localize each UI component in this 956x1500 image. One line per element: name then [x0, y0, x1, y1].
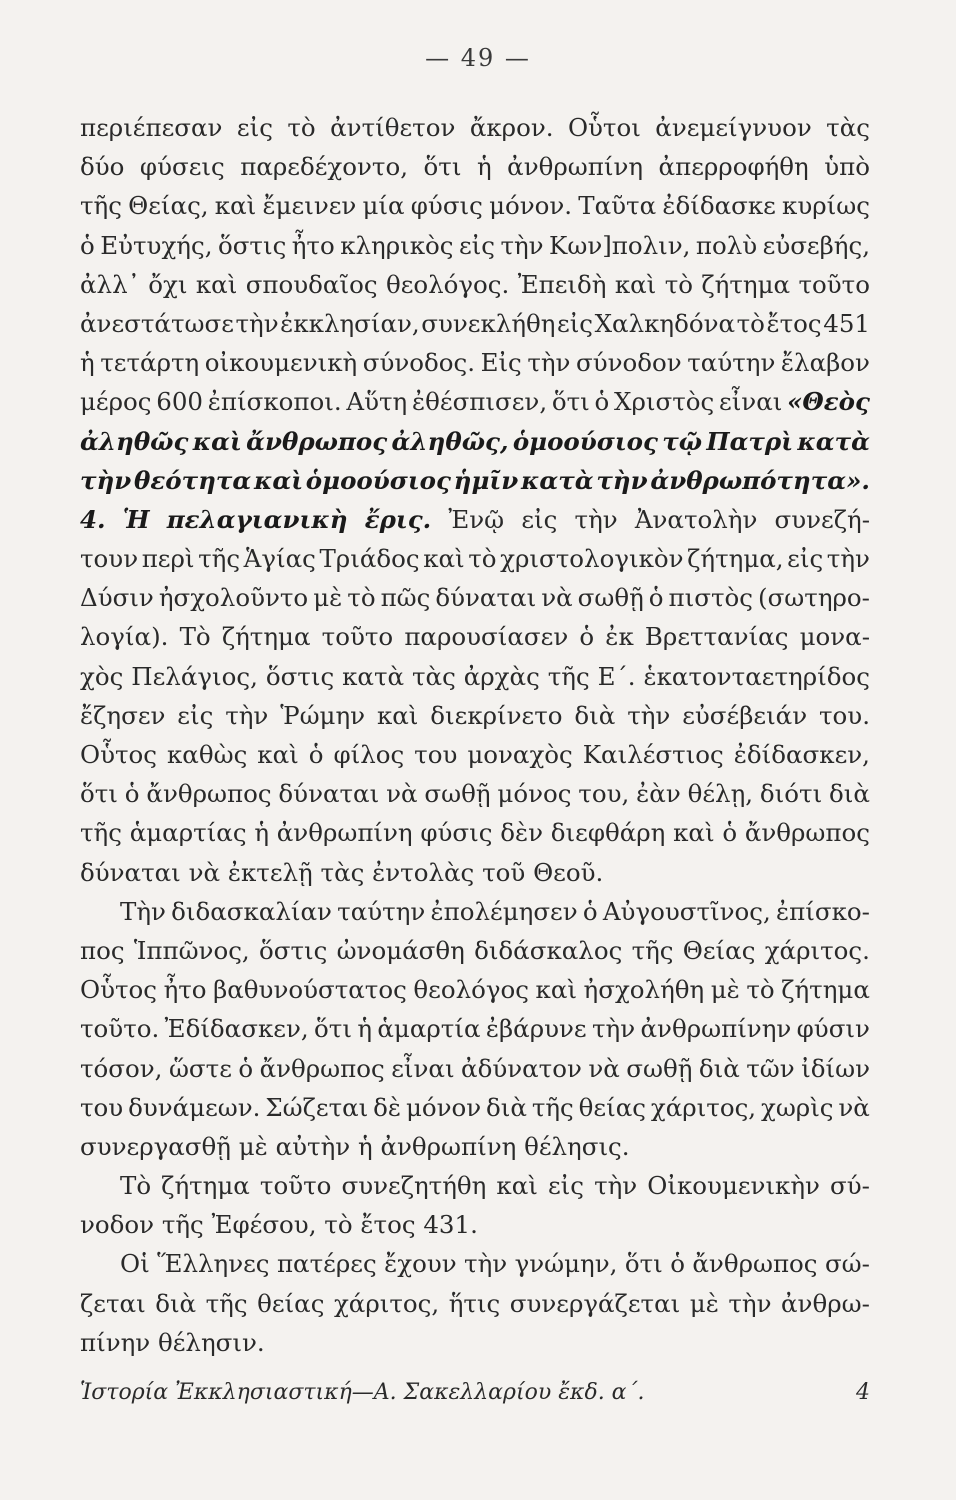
text-line: 4. Ἡ πελαγιανικὴ ἔρις. Ἐνῷ εἰς τὴν Ἀνατολὴν συνεζή-: [80, 504, 870, 534]
text-line: τὴν θεότητα καὶ ὁμοούσιος ἡμῖν κατὰ τὴν ἀνθρωπότητα».: [80, 465, 870, 495]
text-line: Οὗτος καθὼς καὶ ὁ φίλος του μοναχὸς Καιλέστιος ἐδίδασκεν,: [80, 740, 870, 769]
text-line: Τὸ ζήτημα τοῦτο συνεζητήθη καὶ εἰς τὴν Οἰκουμενικὴν σύ-: [120, 1171, 870, 1201]
text-line: τῆς ἁμαρτίας ἡ ἀνθρωπίνη φύσις δὲν διεφθάρη καὶ ὁ ἄνθρωπος: [80, 818, 870, 848]
text-line: συνεργασθῇ μὲ αὐτὴν ἡ ἀνθρωπίνη θέλησις.: [80, 1131, 630, 1161]
text-line: ὅτι ὁ ἄνθρωπος δύναται νὰ σωθῇ μόνος του, ἐὰν θέλῃ, διότι διὰ: [80, 779, 870, 809]
text-line: Οὗτος ἦτο βαθυνούστατος θεολόγος καὶ ἠσχολήθη μὲ τὸ ζήτημα: [80, 975, 870, 1005]
text-line: ζεται διὰ τῆς θείας χάριτος, ἥτις συνεργάζεται μὲ τὴν ἀνθρω-: [80, 1288, 870, 1318]
footer-signature-number: 4: [856, 1380, 870, 1405]
text-line: νοδον τῆς Ἐφέσου, τὸ ἔτος 431.: [80, 1210, 478, 1240]
body-text: [80, 108, 870, 1362]
text-line: ἡ τετάρτη οἰκουμενικὴ σύνοδος. Εἰς τὴν σύνοδον ταύτην ἔλαβον: [80, 348, 870, 378]
text-line: πος Ἱππῶνος, ὅστις ὠνομάσθη διδάσκαλος τῆς Θείας χάριτος.: [80, 935, 870, 965]
text-line: του δυνάμεων. Σώζεται δὲ μόνον διὰ τῆς θείας χάριτος, χωρὶς νὰ: [80, 1092, 870, 1122]
page-footer: [80, 1380, 870, 1405]
text-line: Οἱ Ἕλληνες πατέρες ἔχουν τὴν γνώμην, ὅτι ὁ ἄνθρωπος σώ-: [120, 1249, 870, 1279]
text-line: τῆς Θείας, καὶ ἔμεινεν μία φύσις μόνον. Ταῦτα ἐδίδασκε κυρίως: [80, 191, 870, 221]
text-line: ἀνεστάτωσε τὴν ἐκκλησίαν, συνεκλήθη εἰς Χαλκηδόνα τὸ ἔτος 451: [80, 308, 870, 338]
text-line: περιέπεσαν εἰς τὸ ἀντίθετον ἄκρον. Οὗτοι ἀνεμείγνυον τὰς: [80, 113, 870, 142]
page-number: — 49 —: [425, 44, 531, 72]
text-line: Τὴν διδασκαλίαν ταύτην ἐπολέμησεν ὁ Αὐγουστῖνος, ἐπίσκο-: [120, 896, 870, 926]
text-line: ἀληθῶς καὶ ἄνθρωπος ἀληθῶς, ὁμοούσιος τῷ Πατρὶ κατὰ: [80, 426, 870, 456]
text-line: τόσον, ὥστε ὁ ἄνθρωπος εἶναι ἀδύνατον νὰ σωθῇ διὰ τῶν ἰδίων: [80, 1053, 870, 1083]
text-line: τοῦτο. Ἐδίδασκεν, ὅτι ἡ ἁμαρτία ἐβάρυνε τὴν ἀνθρωπίνην φύσιν: [80, 1014, 870, 1044]
text-line: Δύσιν ἠσχολοῦντο μὲ τὸ πῶς δύναται νὰ σωθῇ ὁ πιστὸς (σωτηρο-: [80, 583, 870, 613]
text-line: τουν περὶ τῆς Ἁγίας Τριάδος καὶ τὸ χριστολογικὸν ζήτημα, εἰς τὴν: [80, 544, 870, 574]
text-line: δύο φύσεις παρεδέχοντο, ὅτι ἡ ἀνθρωπίνη ἀπερροφήθη ὑπὸ: [80, 152, 870, 182]
footer-citation: Ἱστορία Ἐκκλησιαστική—Α. Σακελλαρίου ἔκδ. α΄.: [80, 1380, 645, 1405]
text-line: μέρος 600 ἐπίσκοποι. Αὕτη ἐθέσπισεν, ὅτι ὁ Χριστὸς εἶναι «Θεὸς: [80, 387, 870, 417]
text-line: ἀλλ᾽ ὄχι καὶ σπουδαῖος θεολόγος. Ἐπειδὴ καὶ τὸ ζήτημα τοῦτο: [80, 269, 870, 299]
text-line: χὸς Πελάγιος, ὅστις κατὰ τὰς ἀρχὰς τῆς Ε΄. ἑκατονταετηρίδος: [80, 661, 870, 691]
text-line: πίνην θέλησιν.: [80, 1327, 265, 1357]
text-line: λογία). Τὸ ζήτημα τοῦτο παρουσίασεν ὁ ἐκ Βρεττανίας μονα-: [80, 622, 870, 652]
text-line: ὁ Εὐτυχής, ὅστις ἦτο κληρικὸς εἰς τὴν Κων]πολιν, πολὺ εὐσεβής,: [80, 230, 870, 260]
text-line: ἔζησεν εἰς τὴν Ῥώμην καὶ διεκρίνετο διὰ τὴν εὐσέβειάν του.: [80, 700, 870, 730]
text-line: δύναται νὰ ἐκτελῇ τὰς ἐντολὰς τοῦ Θεοῦ.: [80, 857, 604, 887]
